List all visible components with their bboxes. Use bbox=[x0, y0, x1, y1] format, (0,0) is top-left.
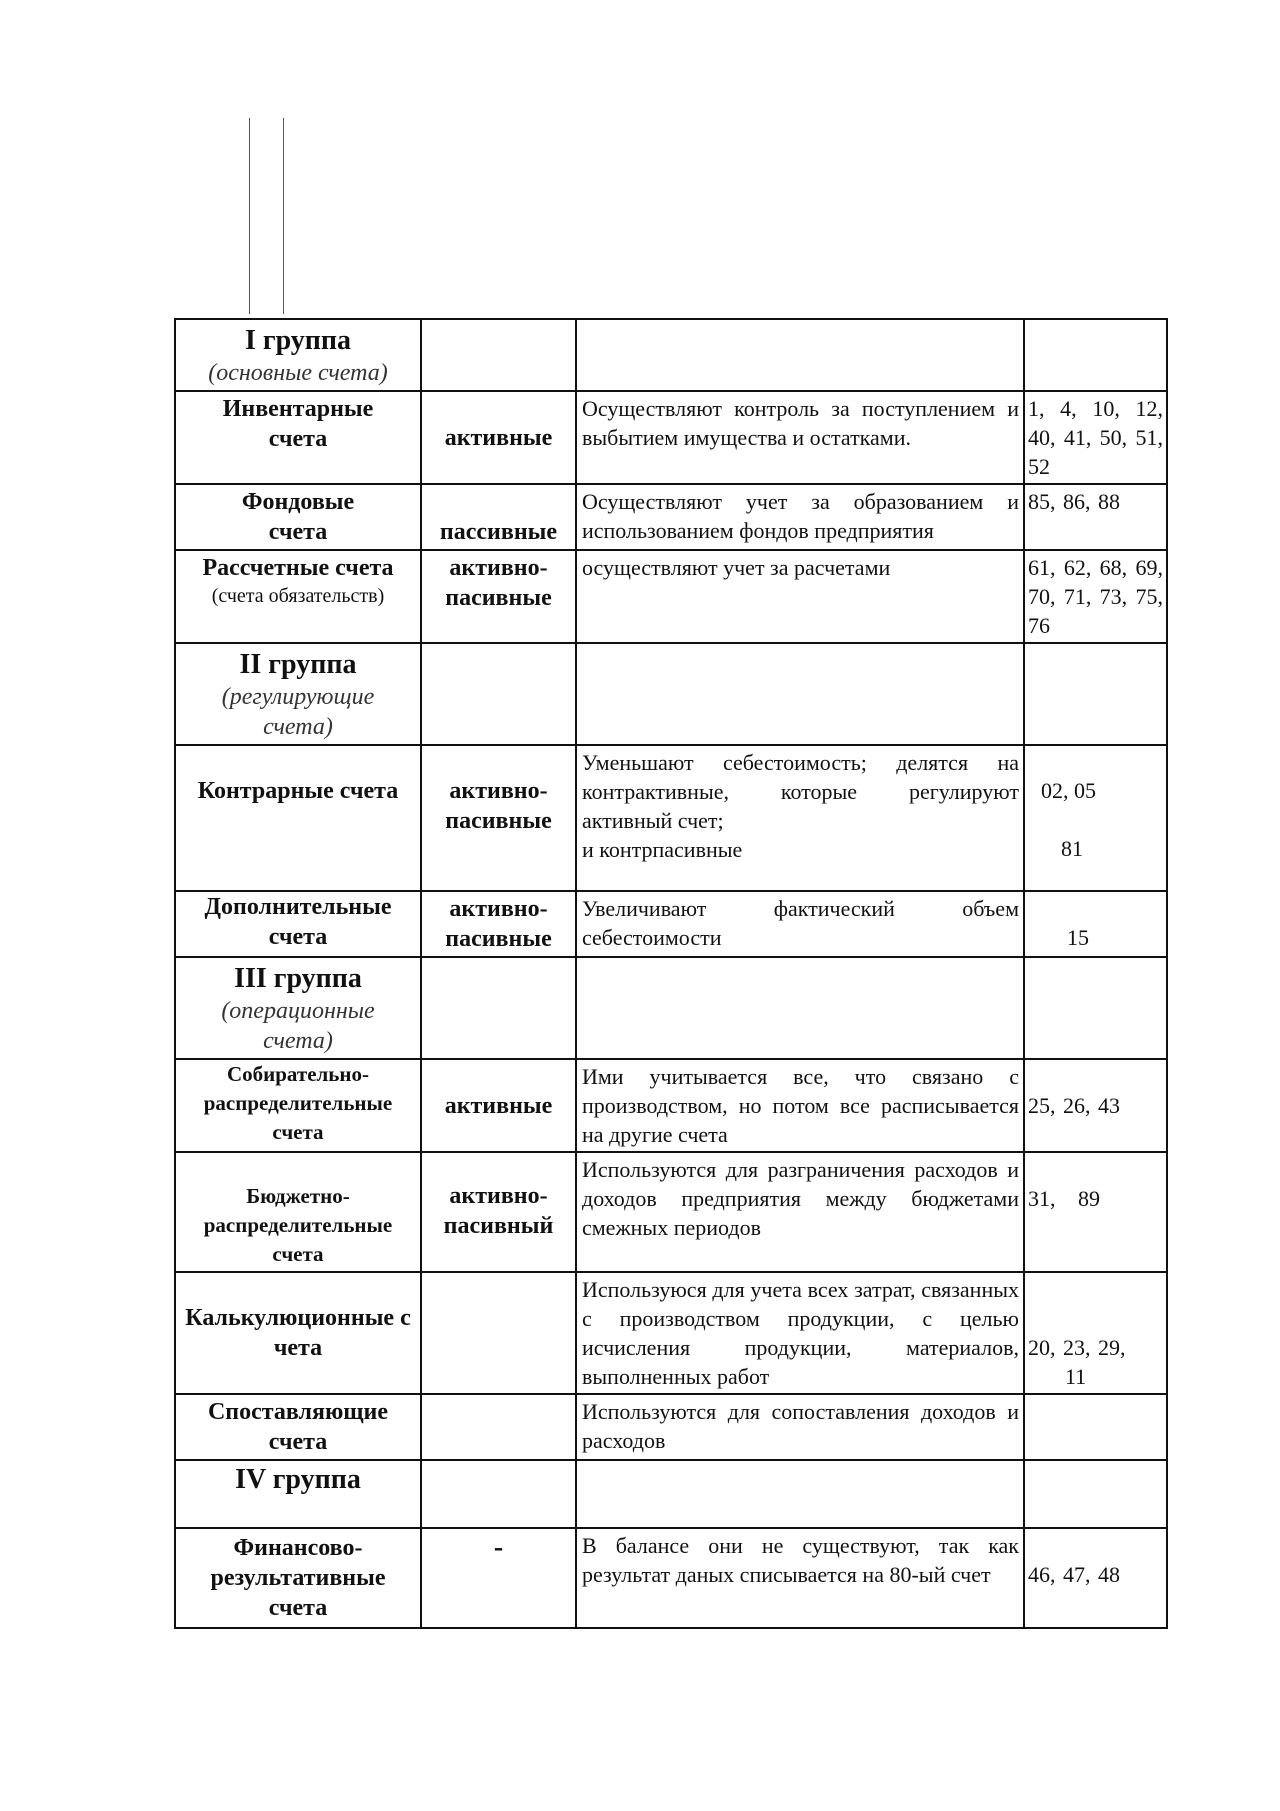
account-description: Используются для разграничения расходов и доходов предприятия между бюджетами смежных периодов bbox=[582, 1157, 1019, 1240]
table-row bbox=[175, 1394, 1167, 1460]
margin-rule-left bbox=[249, 118, 250, 314]
account-type: - bbox=[493, 1532, 504, 1563]
group-subtitle: (регулирующие счета) bbox=[221, 684, 375, 740]
group-cell bbox=[175, 643, 421, 745]
account-numbers-extra: 81 bbox=[1061, 836, 1083, 861]
group-row-4 bbox=[175, 1460, 1167, 1528]
table-row bbox=[175, 1059, 1167, 1152]
accounts-classification-table bbox=[174, 318, 1168, 1629]
table-row bbox=[175, 484, 1167, 550]
account-name: Дополнительные счета bbox=[204, 894, 392, 950]
table-row bbox=[175, 1152, 1167, 1272]
account-name: Фондовые счета bbox=[241, 489, 355, 545]
account-numbers: 46, 47, 48 bbox=[1028, 1562, 1120, 1587]
account-numbers: 61, 62, 68, 69, 70, 71, 73, 75, 76 bbox=[1028, 555, 1163, 638]
account-name: Споставляющие счета bbox=[207, 1399, 389, 1455]
account-numbers: 31, 89 bbox=[1028, 1186, 1100, 1211]
account-numbers: 25, 26, 43 bbox=[1028, 1093, 1120, 1118]
group-subtitle: (основные счета) bbox=[208, 360, 388, 386]
margin-rule-right bbox=[283, 118, 284, 314]
account-name: Собирательно- распределительные счета bbox=[203, 1062, 393, 1144]
account-description: осуществляют учет за расчетами bbox=[582, 555, 891, 580]
account-type: активные bbox=[444, 424, 553, 451]
account-description: Ими учитывается все, что связано с производством, но потом все расписывается на другие счета bbox=[582, 1064, 1019, 1147]
account-description: Увеличивают фактический объем себестоимости bbox=[582, 896, 1019, 950]
account-type: активно- пасивный bbox=[443, 1183, 554, 1239]
group-row-3 bbox=[175, 957, 1167, 1059]
account-description: Осуществляют учет за образованием и использованием фондов предприятия bbox=[582, 489, 1019, 543]
account-name: Финансово-результативные счета bbox=[210, 1535, 386, 1621]
account-numbers: 1, 4, 10, 12, 40, 41, 50, 51, 52 bbox=[1028, 396, 1163, 479]
account-name: Инвентарные счета bbox=[222, 396, 374, 452]
account-numbers: 15 bbox=[1067, 925, 1089, 950]
group-cell bbox=[175, 957, 421, 1059]
account-numbers: 02, 05 bbox=[1041, 778, 1096, 803]
account-numbers: 20, 23, 29, bbox=[1028, 1335, 1126, 1360]
account-name: Бюджетно- распределительные счета bbox=[203, 1184, 393, 1266]
table-row bbox=[175, 391, 1167, 484]
account-type: активно- пасивные bbox=[445, 555, 552, 611]
account-description: В балансе они не существуют, так как результат даных списывается на 80-ый счет bbox=[582, 1533, 1019, 1587]
account-description: Используются для сопоставления доходов и расходов bbox=[582, 1399, 1019, 1453]
account-numbers-extra: 11 bbox=[1065, 1364, 1087, 1389]
account-type: активно- пасивные bbox=[445, 896, 552, 952]
account-description: Используюся для учета всех затрат, связанных с производством продукции, с целью исчисления продукции, материалов, выполненных работ bbox=[582, 1277, 1019, 1389]
account-name: Рассчетные счета bbox=[202, 555, 394, 581]
group-title: II группа bbox=[239, 649, 357, 680]
account-type: активно- пасивные bbox=[445, 778, 552, 834]
account-description: Осуществляют контроль за поступлением и выбытием имущества и остатками. bbox=[582, 396, 1019, 450]
group-cell bbox=[175, 1460, 421, 1528]
table-row bbox=[175, 550, 1167, 643]
account-name: Контрарные счета bbox=[197, 778, 399, 804]
account-type: пассивные bbox=[439, 519, 558, 545]
account-description: Уменьшают себестоимость; делятся на контрактивные, которые регулируют активный счет; bbox=[582, 750, 1019, 833]
account-type: активные bbox=[444, 1092, 553, 1119]
table-row bbox=[175, 1272, 1167, 1394]
table-row bbox=[175, 1528, 1167, 1628]
group-row-1 bbox=[175, 319, 1167, 391]
group-title: I группа bbox=[244, 325, 352, 356]
group-subtitle: (операционные счета) bbox=[221, 998, 375, 1054]
account-numbers: 85, 86, 88 bbox=[1028, 489, 1120, 514]
table-row bbox=[175, 745, 1167, 891]
group-cell bbox=[175, 319, 421, 391]
account-description-extra: и контрпасивные bbox=[582, 837, 743, 862]
account-note: (счета обязательств) bbox=[211, 585, 385, 607]
group-title: III группа bbox=[234, 963, 362, 994]
table-row bbox=[175, 891, 1167, 957]
group-row-2 bbox=[175, 643, 1167, 745]
group-title: IV группа bbox=[235, 1464, 361, 1495]
account-name: Калькулюционные счета bbox=[185, 1305, 411, 1361]
